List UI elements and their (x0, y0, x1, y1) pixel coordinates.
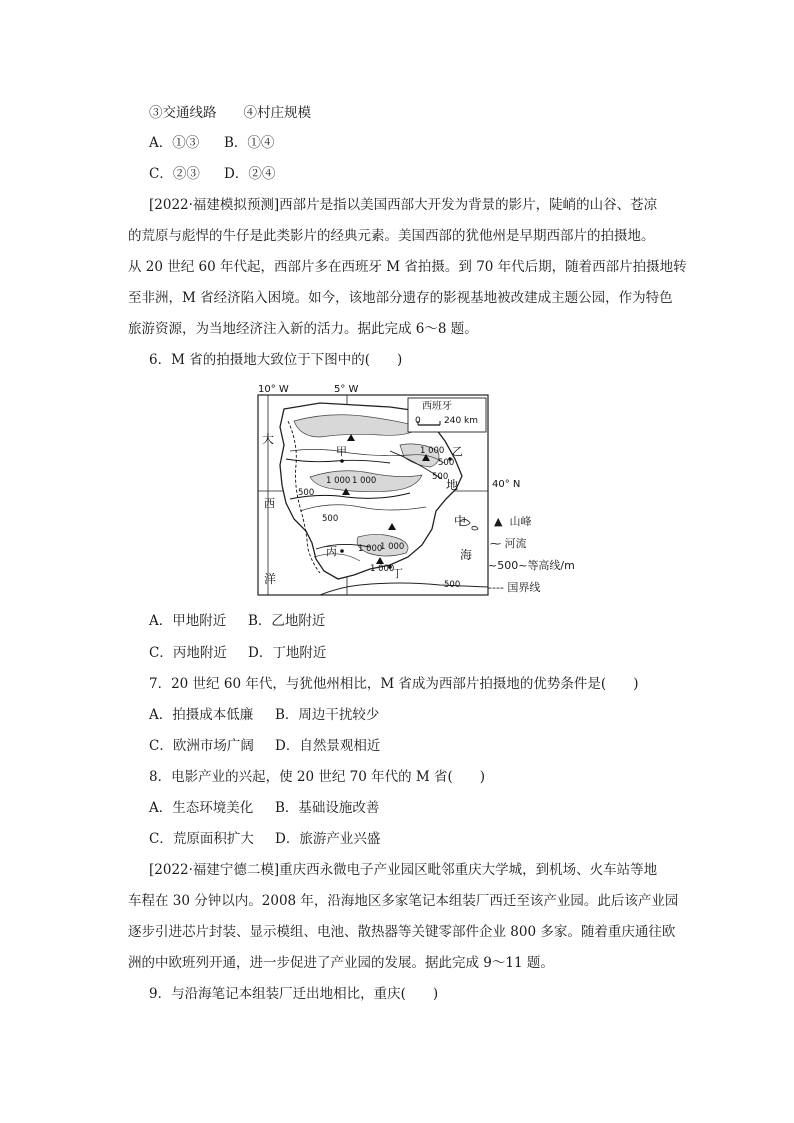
q5-option-d: D．②④ (224, 166, 276, 182)
passage2-line-3: 逐步引进芯片封装、显示模组、电池、散热器等关键零部件企业 800 多家。随着重庆通往欧 (128, 924, 676, 940)
label-bing: 丙 (326, 545, 337, 558)
label-5w: 5° W (334, 384, 359, 395)
label-scale-km: 240 km (444, 416, 479, 426)
label-ding: 丁 (392, 567, 403, 580)
passage1-line-5: 旅游资源，为当地经济注入新的活力。据此完成 6～8 题。 (128, 321, 478, 337)
q8-option-d: D．旅游产业兴盛 (275, 831, 381, 847)
q9-stem: 9．与沿海笔记本组装厂迁出地相比，重庆( ) (149, 986, 439, 1002)
q8-option-b: B．基础设施改善 (275, 800, 380, 816)
label-contour-1000f: 1 000 (370, 564, 395, 574)
q5-option-c: C．②③ (149, 166, 200, 182)
q7-stem: 7．20 世纪 60 年代，与犹他州相比，M 省成为西部片拍摄地的优势条件是( ) (149, 676, 639, 692)
iberia-map (250, 381, 575, 600)
label-jia: 甲 (336, 445, 347, 458)
label-hai: 海 (460, 548, 473, 562)
legend-contour: ~500~等高线/m (488, 559, 575, 572)
contour-legend-icon: ~ (488, 559, 498, 572)
q6-option-b: B．乙地附近 (248, 613, 326, 629)
passage1-line-4: 至非洲，M 省经济陷入困境。如今，该地部分遗存的影视基地被改建成主题公园，作为特色 (128, 290, 673, 306)
q5-option-b: B．①④ (224, 135, 275, 151)
label-contour-1000e: 1 000 (380, 542, 405, 552)
label-country: 西班牙 (422, 401, 452, 412)
label-10w: 10° W (258, 384, 289, 395)
border-legend-icon: ---- (488, 581, 504, 594)
label-contour-1000d: 1 000 (358, 544, 383, 554)
legend-river: ⁓ 河流 (490, 537, 527, 550)
q7-option-a: A．拍摄成本低廉 (149, 707, 254, 723)
q8-stem: 8．电影产业的兴起，使 20 世纪 70 年代的 M 省( ) (149, 769, 486, 785)
place-jia-dot (340, 459, 344, 463)
legend-peak: ▲ 山峰 (494, 515, 532, 528)
label-40n: 40° N (492, 479, 521, 490)
label-da: 大 (262, 432, 275, 446)
q8-option-a: A．生态环境美化 (149, 800, 254, 816)
label-yang: 洋 (264, 572, 277, 586)
label-contour-1000a: 1 000 (326, 476, 351, 486)
label-contour-500b: 500 (322, 514, 339, 524)
place-bing-dot (340, 549, 344, 553)
label-contour-500a: 500 (298, 488, 315, 498)
q5-option-a: A．①③ (149, 135, 200, 151)
q7-option-d: D．自然景观相近 (275, 738, 381, 754)
passage1-line-2: 的荒原与彪悍的牛仔是此类影片的经典元素。美国西部的犹他州是早期西部片的拍摄地。 (128, 228, 655, 244)
passage1-line-3: 从 20 世纪 60 年代起，西部片多在西班牙 M 省拍摄。到 70 年代后期，随着西部片拍摄地转 (128, 259, 687, 275)
label-contour-500e: 500 (444, 580, 461, 590)
label-di: 地 (446, 478, 459, 492)
q6-option-c: C．丙地附近 (149, 645, 227, 661)
passage2-line-4: 洲的中欧班列开通，进一步促进了产业园的发展。据此完成 9～11 题。 (128, 955, 554, 971)
passage2-line-1: [2022·福建宁德二模]重庆西永微电子产业园区毗邻重庆大学城，到机场、火车站等地 (149, 862, 658, 878)
passage1-line-1: [2022·福建模拟预测]西部片是指以美国西部大开发为背景的影片，陡峭的山谷、苍凉 (149, 197, 658, 213)
river-legend-icon: ⁓ (490, 537, 501, 550)
q8-option-c: C．荒原面积扩大 (149, 831, 254, 847)
label-contour-500c: 500 (438, 458, 455, 468)
q5-option-line: ③交通线路 ④村庄规模 (149, 105, 311, 121)
label-xi: 西 (264, 497, 275, 510)
label-contour-500d: 500 (432, 472, 449, 482)
label-contour-1000c: 1 000 (420, 446, 445, 456)
q6-option-d: D．丁地附近 (248, 645, 327, 661)
label-scale-zero: 0 (415, 416, 421, 426)
legend-border: ---- 国界线 (488, 581, 541, 594)
q7-option-c: C．欧洲市场广阔 (149, 738, 254, 754)
passage2-line-2: 车程在 30 分钟以内。2008 年，沿海地区多家笔记本组装厂西迁至该产业园。此后该产业园 (128, 893, 679, 909)
label-zhong: 中 (454, 514, 467, 528)
q6-option-a: A．甲地附近 (149, 613, 227, 629)
label-yi: 乙 (452, 445, 463, 458)
peak-legend-icon: ▲ (494, 515, 503, 528)
q7-option-b: B．周边干扰较少 (275, 707, 380, 723)
label-contour-1000b: 1 000 (352, 476, 377, 486)
q6-stem: 6．M 省的拍摄地大致位于下图中的( ) (149, 352, 403, 368)
